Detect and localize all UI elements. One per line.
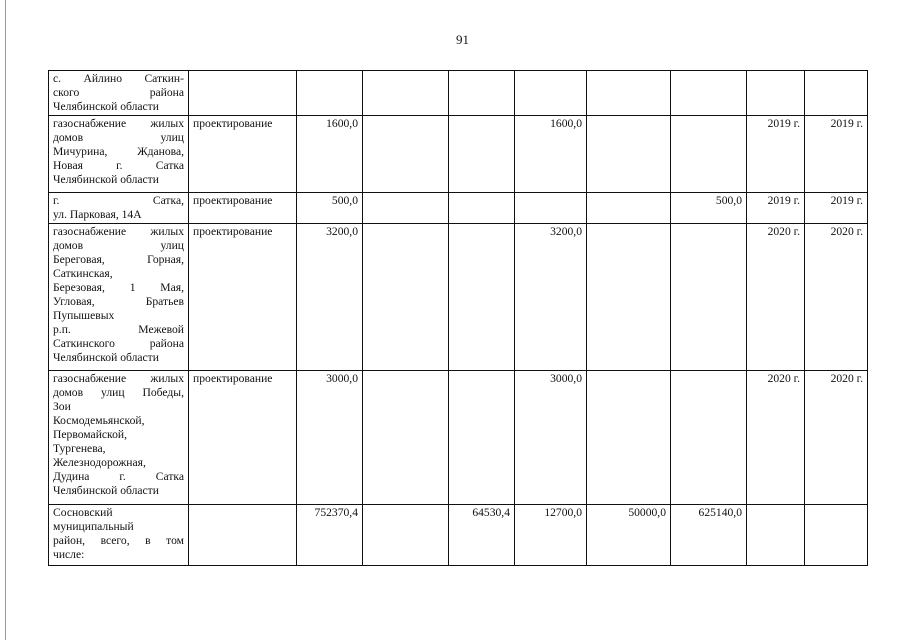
table-row: [49, 505, 868, 566]
object-name-line: Зои: [53, 400, 71, 413]
amount-cell: 3200,0: [515, 224, 587, 371]
amount-cell: 625140,0: [671, 505, 747, 566]
object-name-line: р.п. Межевой: [53, 323, 184, 336]
amount-cell: [587, 193, 671, 224]
object-name-line: Тургенева,: [53, 442, 106, 455]
start-year-cell: 2020 г.: [747, 371, 805, 505]
end-year-cell: 2019 г.: [805, 116, 868, 193]
object-name-line: Саткинского района: [53, 337, 184, 350]
table-row: [49, 371, 868, 505]
object-name-line: район, всего, в том: [53, 534, 184, 547]
table-row: [49, 71, 868, 116]
object-name-line: Железнодорожная,: [53, 456, 146, 469]
amount-cell: [515, 71, 587, 116]
start-year-cell: [747, 505, 805, 566]
total-cell: 1600,0: [297, 116, 363, 193]
amount-cell: 50000,0: [587, 505, 671, 566]
object-name-line: с. Айлино Саткин-: [53, 72, 184, 85]
object-name-line: Новая г. Сатка: [53, 159, 184, 172]
object-name-line: г. Сатка,: [53, 194, 184, 207]
amount-cell: [449, 224, 515, 371]
amount-cell: [671, 371, 747, 505]
table-row: [49, 116, 868, 193]
amount-cell: [363, 224, 449, 371]
amount-cell: [363, 193, 449, 224]
amount-cell: 3000,0: [515, 371, 587, 505]
stage-cell: проектирование: [189, 224, 297, 371]
amount-cell: [363, 371, 449, 505]
amount-cell: [449, 193, 515, 224]
amount-cell: [363, 505, 449, 566]
start-year-cell: [747, 71, 805, 116]
amount-cell: [587, 371, 671, 505]
stage-cell: [189, 71, 297, 116]
end-year-cell: 2020 г.: [805, 224, 868, 371]
object-name-line: ул. Парковая, 14А: [53, 208, 142, 221]
object-name-cell: [49, 371, 189, 505]
amount-cell: [587, 224, 671, 371]
object-name-line: Березовая, 1 Мая,: [53, 281, 184, 294]
table-row: [49, 224, 868, 371]
amount-cell: 1600,0: [515, 116, 587, 193]
amount-cell: [449, 71, 515, 116]
object-name-line: Дудина г. Сатка: [53, 470, 184, 483]
object-name-line: ского района: [53, 86, 184, 99]
end-year-cell: 2019 г.: [805, 193, 868, 224]
object-name-cell: [49, 116, 189, 193]
object-name-line: Пупышевых: [53, 309, 115, 322]
end-year-cell: [805, 71, 868, 116]
budget-table: [48, 70, 868, 566]
total-cell: 3000,0: [297, 371, 363, 505]
amount-cell: [363, 116, 449, 193]
amount-cell: [671, 224, 747, 371]
start-year-cell: 2020 г.: [747, 224, 805, 371]
object-name-line: домов улиц: [53, 239, 184, 252]
object-name-line: газоснабжение жилых: [53, 225, 184, 238]
stage-cell: [189, 505, 297, 566]
object-name-line: Челябинской области: [53, 100, 159, 113]
total-cell: [297, 71, 363, 116]
object-name-line: Челябинской области: [53, 484, 159, 497]
object-name-line: Челябинской области: [53, 351, 159, 364]
stage-cell: проектирование: [189, 193, 297, 224]
object-name-line: Первомайской,: [53, 428, 127, 441]
object-name-line: Саткинская,: [53, 267, 113, 280]
object-name-cell: [49, 193, 189, 224]
end-year-cell: 2020 г.: [805, 371, 868, 505]
end-year-cell: [805, 505, 868, 566]
amount-cell: [363, 71, 449, 116]
object-name-line: Мичурина, Жданова,: [53, 145, 184, 158]
object-name-cell: [49, 224, 189, 371]
object-name-line: Сосновский: [53, 506, 113, 519]
amount-cell: [671, 71, 747, 116]
amount-cell: [587, 71, 671, 116]
amount-cell: 64530,4: [449, 505, 515, 566]
object-name-line: Угловая, Братьев: [53, 295, 184, 308]
object-name-cell: [49, 505, 189, 566]
amount-cell: 12700,0: [515, 505, 587, 566]
object-name-line: газоснабжение жилых: [53, 372, 184, 385]
page-edge-line: [5, 0, 6, 640]
object-name-line: Космодемьянской,: [53, 414, 145, 427]
object-name-line: Береговая, Горная,: [53, 253, 184, 266]
object-name-line: муниципальный: [53, 520, 134, 533]
object-name-line: домов улиц: [53, 131, 184, 144]
start-year-cell: 2019 г.: [747, 116, 805, 193]
object-name-line: газоснабжение жилых: [53, 117, 184, 130]
table-row: [49, 193, 868, 224]
object-name-line: числе:: [53, 548, 85, 561]
amount-cell: [671, 116, 747, 193]
start-year-cell: 2019 г.: [747, 193, 805, 224]
total-cell: 3200,0: [297, 224, 363, 371]
stage-cell: проектирование: [189, 116, 297, 193]
amount-cell: [587, 116, 671, 193]
amount-cell: [449, 371, 515, 505]
total-cell: 500,0: [297, 193, 363, 224]
page-number: 91: [456, 32, 469, 47]
object-name-line: Челябинской области: [53, 173, 159, 186]
total-cell: 752370,4: [297, 505, 363, 566]
amount-cell: [449, 116, 515, 193]
stage-cell: проектирование: [189, 371, 297, 505]
amount-cell: [515, 193, 587, 224]
object-name-line: домов улиц Победы,: [53, 386, 184, 399]
amount-cell: 500,0: [671, 193, 747, 224]
object-name-cell: [49, 71, 189, 116]
